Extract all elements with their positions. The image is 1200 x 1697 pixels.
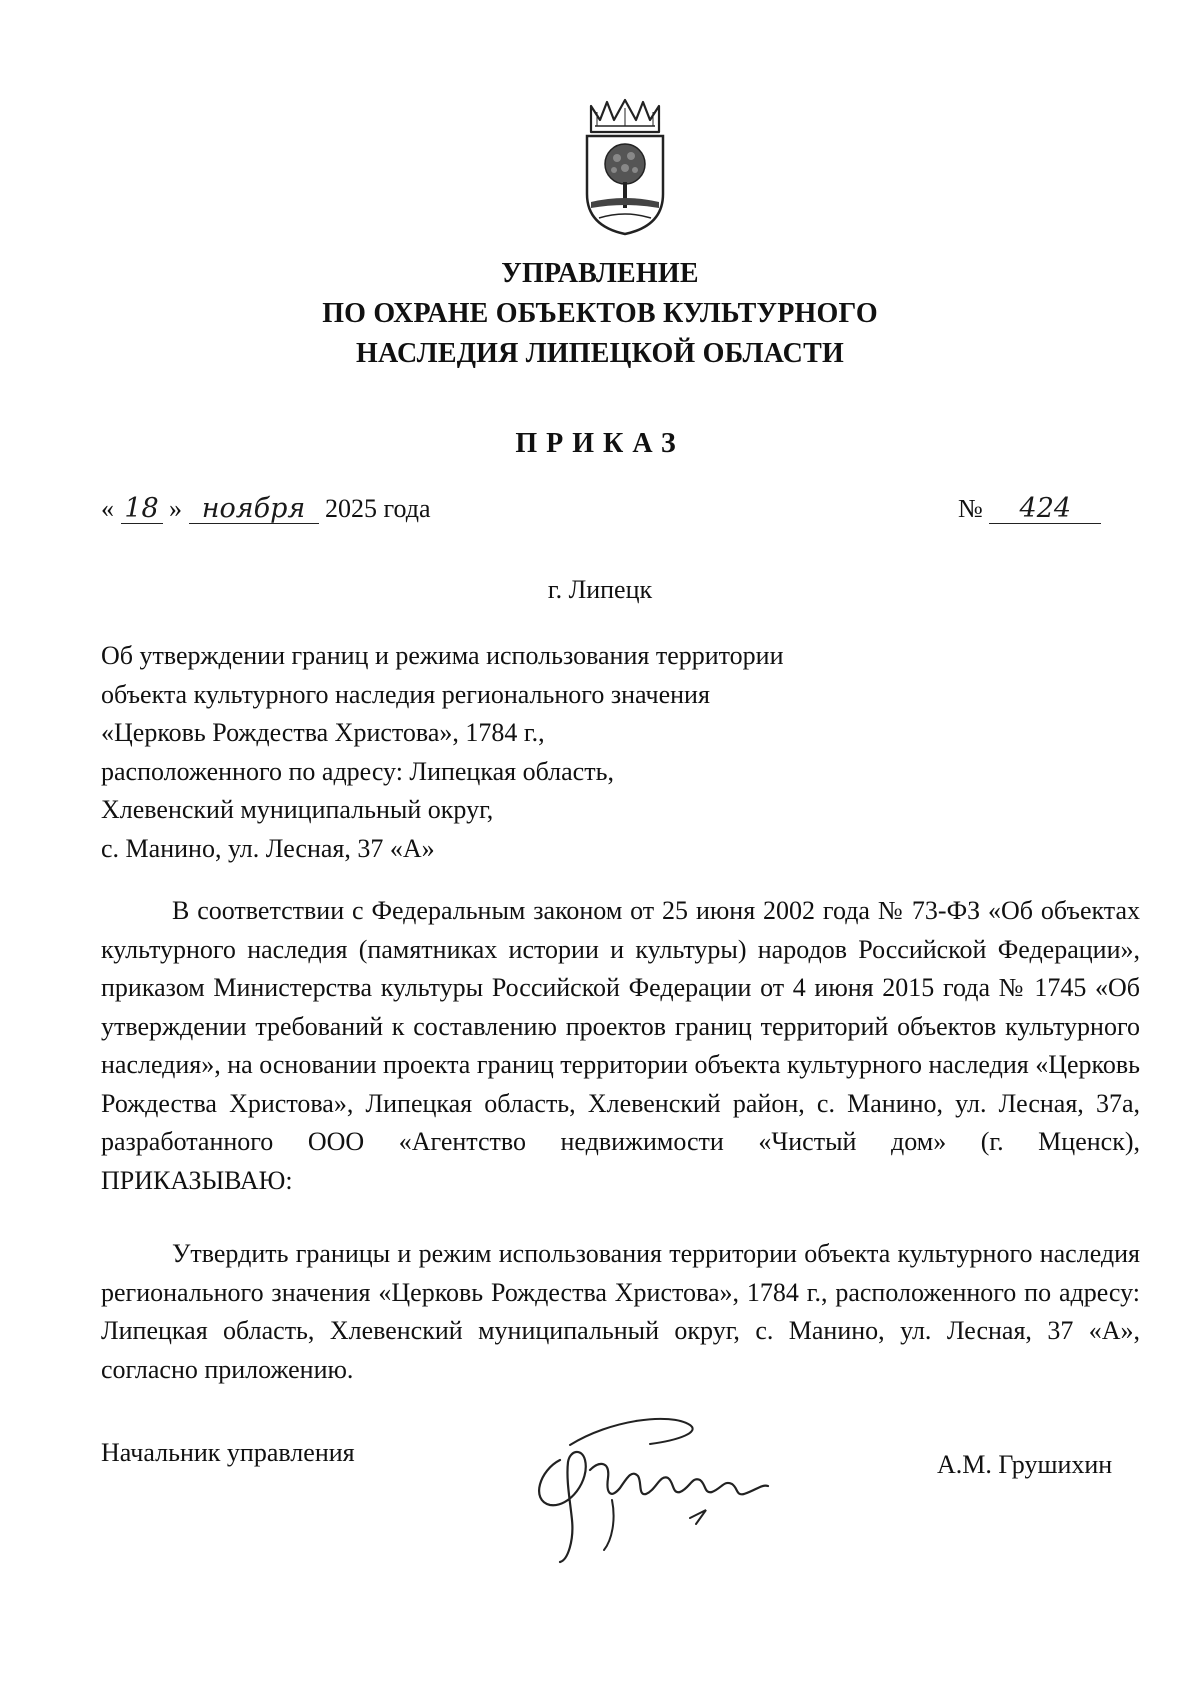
coat-of-arms-icon	[581, 98, 669, 238]
date-close-quote: »	[169, 494, 182, 523]
date-year: 2025 года	[325, 494, 431, 523]
org-name-line-2: ПО ОХРАНЕ ОБЪЕКТОВ КУЛЬТУРНОГО	[322, 298, 878, 329]
document-city: г. Липецк	[547, 575, 653, 604]
handwritten-number: 424	[989, 495, 1101, 524]
signatory-role: Начальник управления	[101, 1438, 355, 1467]
document-subject	[101, 637, 901, 869]
org-name-line-1: УПРАВЛЕНИЕ	[501, 258, 699, 289]
document-type-title: ПРИКАЗ	[515, 428, 685, 459]
document-number	[958, 494, 1101, 524]
subject-line: Хлевенский муниципальный округ,	[101, 795, 494, 825]
subject-line: «Церковь Рождества Христова», 1784 г.,	[101, 718, 545, 748]
handwritten-signature-icon	[500, 1400, 820, 1570]
subject-line: Об утверждении границ и режима использования территории	[101, 641, 784, 670]
org-name-line-3: НАСЛЕДИЯ ЛИПЕЦКОЙ ОБЛАСТИ	[356, 338, 844, 369]
subject-line: объекта культурного наследия регионального значения	[101, 679, 710, 709]
subject-line: с. Манино, ул. Лесная, 37 «А»	[101, 833, 435, 863]
body-paragraph-2: Утвердить границы и режим использования территории объекта культурного наследия регионального значения «Церковь Рождества Христова», 1784 г., расположенного по адресу: Липецкая область, Хлевенский муниципальный округ, с. Манино, ул. Лесная, 37 «А», согласно приложению.	[101, 1239, 1140, 1384]
handwritten-day: 18	[121, 495, 163, 524]
document-date	[101, 494, 431, 524]
signatory-name: А.М. Грушихин	[937, 1450, 1113, 1479]
subject-line: расположенного по адресу: Липецкая область,	[101, 756, 614, 786]
body-paragraph-1: В соответствии с Федеральным законом от 25 июня 2002 года № 73-ФЗ «Об объектах культурного наследия (памятниках истории и культуры) народов Российской Федерации», приказом Министерства культуры Российской Федерации от 4 июня 2015 года № 1745 «Об утверждении требований к составлению проектов границ территорий объектов культурного наследия», на основании проекта границ территории объекта культурного наследия «Церковь Рождества Христова», Липецкая область, Хлевенский район, с. Манино, ул. Лесная, 37а, разработанного ООО «Агентство недвижимости «Чистый дом» (г. Мценск), ПРИКАЗЫВАЮ:	[101, 896, 1140, 1195]
date-open-quote: «	[101, 494, 114, 523]
handwritten-month: ноября	[189, 495, 319, 524]
number-prefix: №	[958, 494, 983, 523]
